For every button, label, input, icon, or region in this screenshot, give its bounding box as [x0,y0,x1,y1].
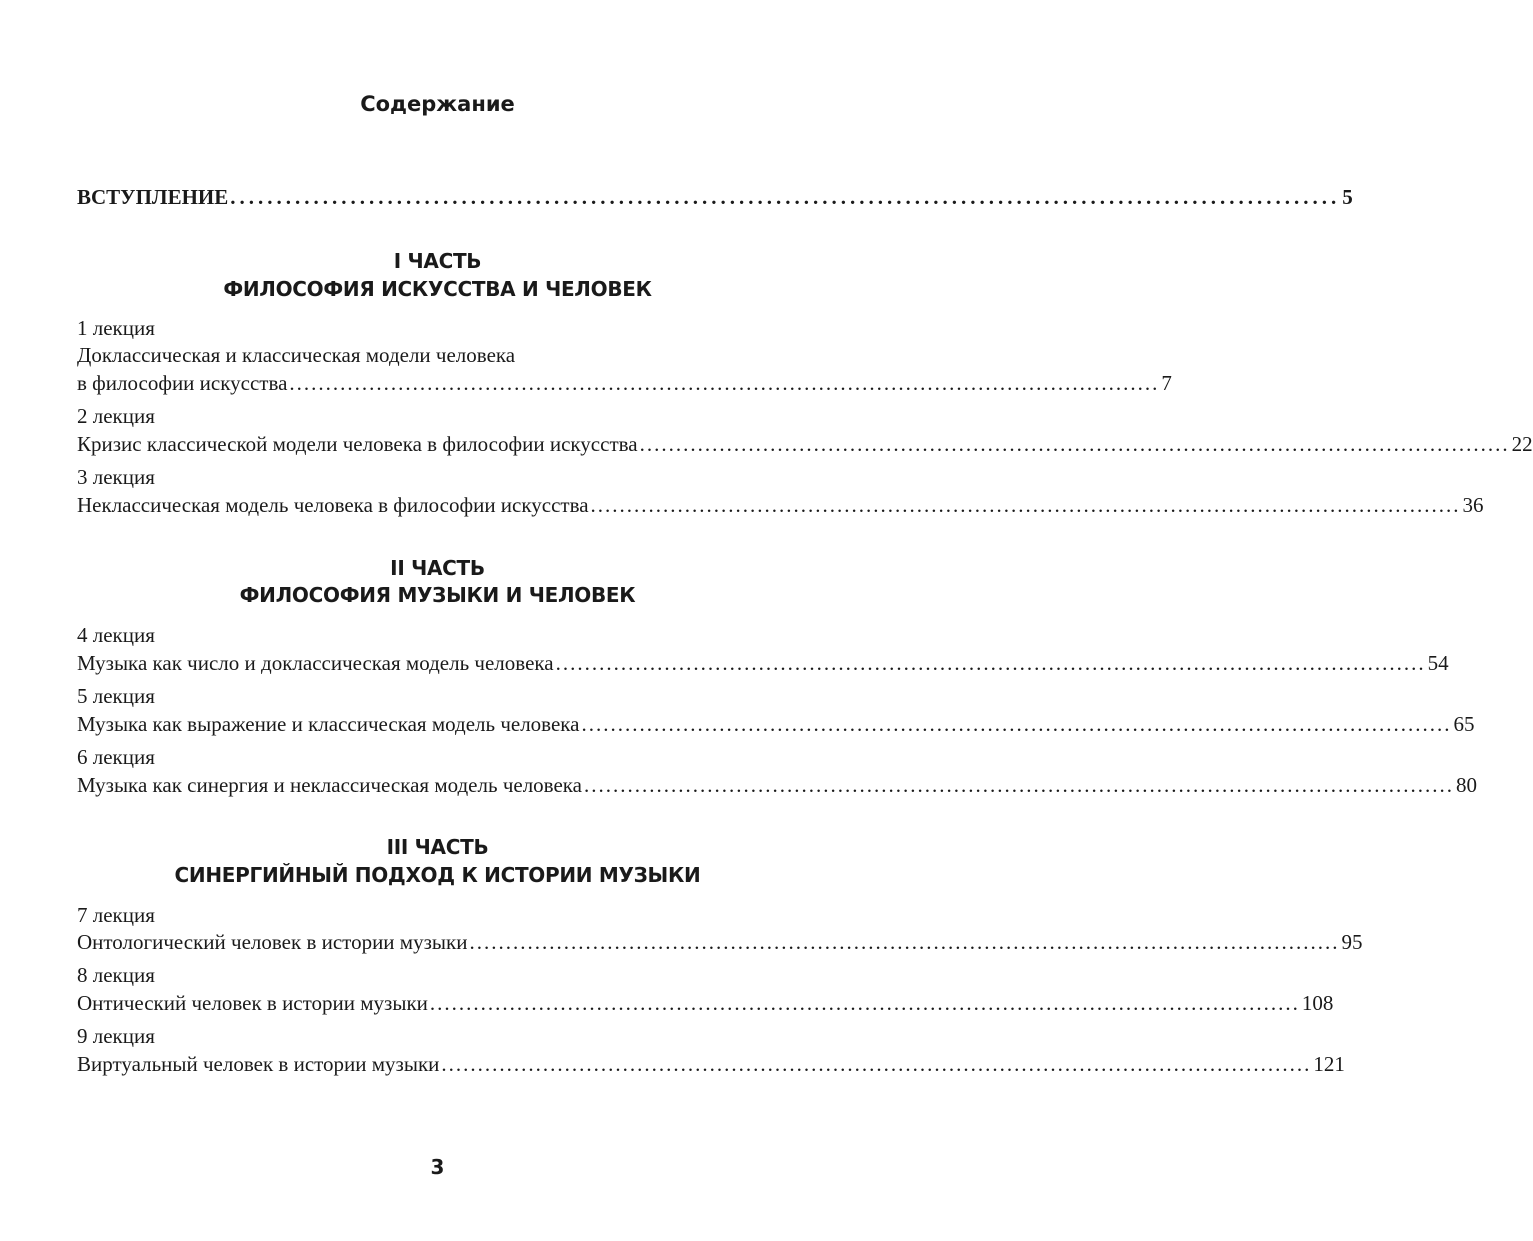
toc-entry-page: 80 [1456,773,1477,797]
dot-leader: ........................................................................................................................ [230,185,1341,209]
toc-entry-title: Музыка как число и доклассическая модель человека [77,651,554,675]
dot-leader: ........................................................................................................................ [639,432,1510,456]
lecture-label: 1 лекция [77,316,155,340]
lecture-label: 7 лекция [77,903,155,927]
toc-entry-page: 121 [1313,1052,1345,1076]
toc-entry-lecture-6[interactable] [77,770,1477,800]
toc-entry-lecture-4[interactable] [77,648,1449,678]
dot-leader: ........................................................................................................................ [590,493,1461,517]
part-name: СИНЕРГИЙНЫЙ ПОДХОД К ИСТОРИИ МУЗЫКИ [174,863,701,887]
lecture-label: 4 лекция [77,623,155,647]
toc-entry-title: Виртуальный человек в истории музыки [77,1052,440,1076]
page-title: Содержание [360,92,515,116]
toc-entry-lecture-8[interactable] [77,988,1334,1018]
toc-entry-page: 36 [1462,493,1484,517]
dot-leader: ........................................................................................................................ [429,991,1300,1015]
lecture-label: 8 лекция [77,963,155,987]
part-name: ФИЛОСОФИЯ ИСКУССТВА И ЧЕЛОВЕК [223,277,652,301]
toc-entry-page: 7 [1161,371,1172,395]
toc-entry-page: 54 [1427,651,1449,675]
toc-entry-page: 95 [1341,930,1363,954]
toc-entry-title: Музыка как выражение и классическая модель человека [77,712,580,736]
toc-entry-page: 108 [1301,991,1334,1015]
lecture-label: 6 лекция [77,745,155,769]
toc-entry-title: в философии искусства [77,371,288,395]
part-number: II ЧАСТЬ [390,556,485,580]
toc-entry-title: Музыка как синергия и неклассическая модель человека [77,773,582,797]
toc-entry-page: 22 [1511,432,1533,456]
toc-entry-title: ВСТУПЛЕНИЕ [77,185,229,209]
dot-leader: ........................................................................................................................ [555,651,1426,675]
toc-entry-title: Кризис классической модели человека в философии искусства [77,432,638,456]
lecture-label: 5 лекция [77,684,155,708]
toc-entry-title: Онтический человек в истории музыки [77,991,428,1015]
dot-leader: ........................................................................................................................ [441,1052,1312,1076]
dot-leader: ........................................................................................................................ [581,712,1452,736]
lecture-label: 3 лекция [77,465,155,489]
toc-entry-intro[interactable] [77,182,1353,212]
toc-entry-page: 5 [1342,185,1353,209]
toc-entry-lecture-1[interactable] [77,368,1172,398]
part-name: ФИЛОСОФИЯ МУЗЫКИ И ЧЕЛОВЕК [239,583,636,607]
toc-entry-page: 65 [1453,712,1475,736]
lecture-label: 2 лекция [77,404,155,428]
toc-entry-lecture-9[interactable] [77,1049,1345,1079]
toc-entry-lecture-3[interactable] [77,490,1484,520]
part-number: I ЧАСТЬ [393,249,482,273]
lecture-title-line: Доклассическая и классическая модели человека [77,343,516,367]
dot-leader: ........................................................................................................................ [584,773,1454,797]
toc-entry-title: Онтологический человек в истории музыки [77,930,468,954]
toc-entry-lecture-2[interactable] [77,429,1533,459]
part-number: III ЧАСТЬ [386,835,489,859]
dot-leader: ........................................................................................................................ [289,371,1160,395]
page-number: 3 [430,1155,445,1179]
toc-entry-title: Неклассическая модель человека в философии искусства [77,493,589,517]
toc-entry-lecture-5[interactable] [77,709,1475,739]
dot-leader: ........................................................................................................................ [469,930,1340,954]
toc-entry-lecture-7[interactable] [77,927,1363,957]
lecture-label: 9 лекция [77,1024,155,1048]
